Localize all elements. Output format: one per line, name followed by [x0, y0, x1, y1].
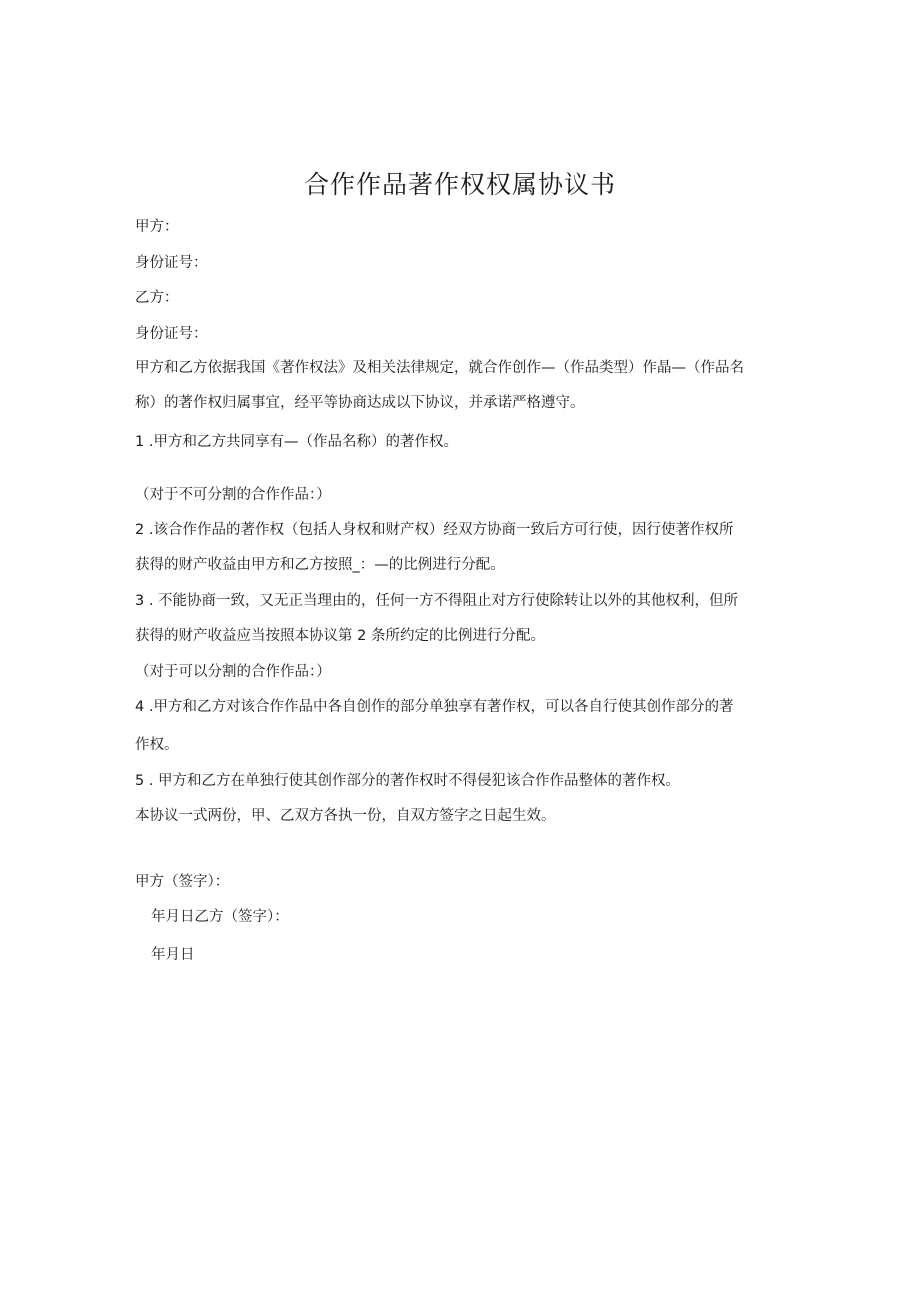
intro-line-1: 甲方和乙方依据我国《著作权法》及相关法律规定，就合作创作—（作品类型）作晶—（作品名 — [135, 360, 744, 376]
party-a-signature: 甲方（签字）： — [135, 874, 230, 890]
clause-2-line-2: 获得的财产收益由甲方和乙方按照_：—的比例进行分配。 — [135, 557, 505, 573]
document-title: 合作作品著作权权属协议书 — [303, 170, 616, 199]
clause-1: 1 .甲方和乙方共同享有—（作品名称）的著作权。 — [135, 434, 458, 450]
note-indivisible: （对于不可分割的合作作品：） — [135, 487, 331, 503]
party-b-label: 乙方： — [135, 290, 179, 306]
party-b-id-label: 身份证号： — [135, 326, 208, 342]
effect-clause: 本协议一式两份，甲、乙双方各执一份，自双方签字之日起生效。 — [135, 808, 556, 824]
date-party-b: 年月日 — [151, 947, 195, 963]
clause-4-line-2: 作权。 — [135, 737, 179, 753]
clause-3-line-1: 3 . 不能协商一致，又无正当理由的，任何一方不得阻止对方行使除转让以外的其他权利，但所 — [135, 593, 739, 609]
clause-2-line-1: 2 .该合作作品的著作权（包括人身权和财产权）经双方协商一致后方可行使，因行使著作权所 — [135, 522, 734, 538]
party-a-label: 甲方： — [135, 219, 179, 235]
note-divisible: （对于可以分割的合作作品：） — [135, 664, 331, 680]
date-party-b-signature: 年月日乙方（签字）： — [151, 909, 289, 925]
party-a-id-label: 身份证号： — [135, 255, 208, 271]
clause-4-line-1: 4 .甲方和乙方对该合作作品中各自创作的部分单独享有著作权，可以各自行使其创作部分的著 — [135, 699, 734, 715]
clause-5: 5 . 甲方和乙方在单独行使其创作部分的著作权时不得侵犯该合作作品整体的著作权。 — [135, 773, 681, 789]
clause-3-line-2: 获得的财产收益应当按照本协议第 2 条所约定的比例进行分配。 — [135, 628, 545, 644]
intro-line-2: 称）的著作权归属事宜，经平等协商达成以下协议，并承诺严格遵守。 — [135, 395, 585, 411]
